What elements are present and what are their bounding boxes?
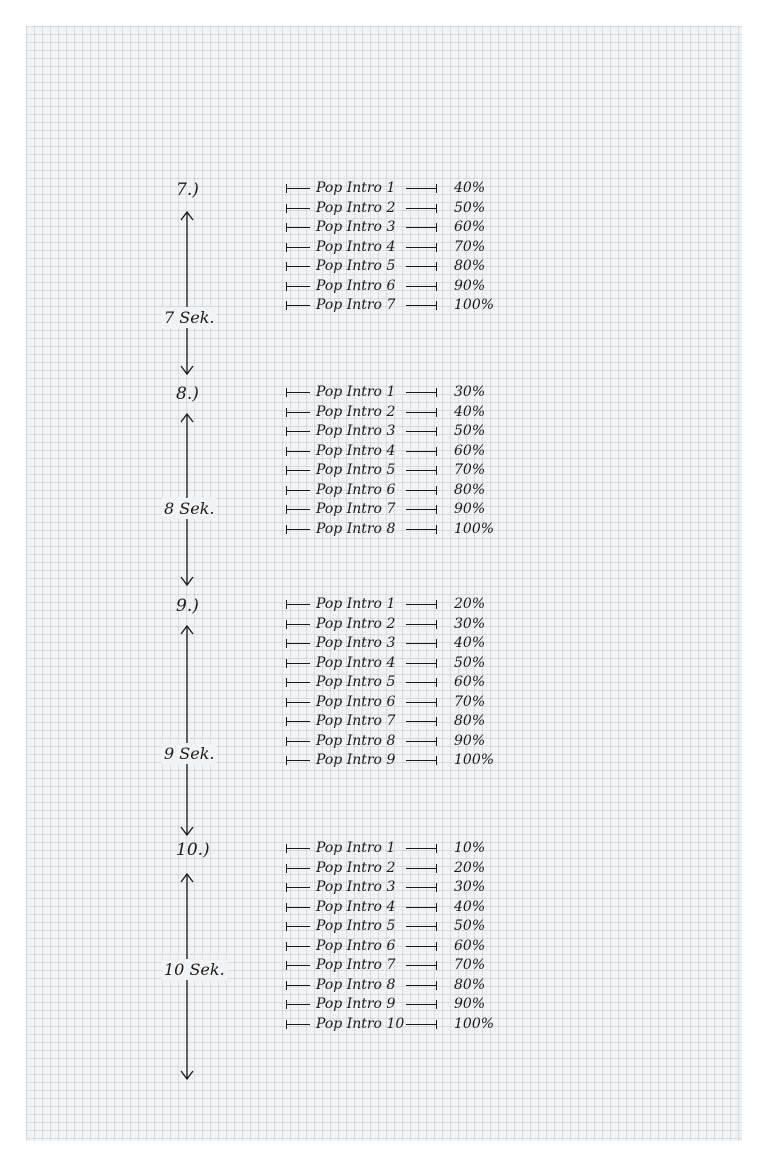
list-item: Pop Intro 7 70% — [286, 957, 526, 977]
list-item: Pop Intro 3 30% — [286, 879, 526, 899]
group-label: 7.) — [176, 180, 199, 200]
list-item: Pop Intro 4 60% — [286, 443, 526, 463]
list-item: Pop Intro 2 30% — [286, 616, 526, 636]
duration-arrow-icon — [177, 624, 197, 840]
list-item: Pop Intro 2 50% — [286, 200, 526, 220]
duration-label: 7 Sek. — [164, 308, 215, 327]
list-item: Pop Intro 4 70% — [286, 239, 526, 259]
duration-label: 8 Sek. — [164, 499, 215, 518]
list-item: Pop Intro 5 60% — [286, 674, 526, 694]
list-item: Pop Intro 6 90% — [286, 278, 526, 298]
list-item: Pop Intro 10 100% — [286, 1016, 526, 1036]
list-item: Pop Intro 1 30% — [286, 384, 526, 404]
duration-label: 10 Sek. — [164, 960, 225, 979]
list-item: Pop Intro 7 100% — [286, 297, 526, 317]
list-item: Pop Intro 4 50% — [286, 655, 526, 675]
list-item: Pop Intro 6 70% — [286, 694, 526, 714]
list-item: Pop Intro 3 50% — [286, 423, 526, 443]
list-item: Pop Intro 8 90% — [286, 733, 526, 753]
list-item: Pop Intro 1 20% — [286, 596, 526, 616]
list-item: Pop Intro 3 60% — [286, 219, 526, 239]
group-label: 8.) — [176, 384, 199, 404]
list-item: Pop Intro 3 40% — [286, 635, 526, 655]
list-item: Pop Intro 1 40% — [286, 180, 526, 200]
list-item: Pop Intro 2 40% — [286, 404, 526, 424]
list-item: Pop Intro 8 80% — [286, 977, 526, 997]
list-item: Pop Intro 9 90% — [286, 996, 526, 1016]
group-label: 9.) — [176, 596, 199, 616]
duration-label: 9 Sek. — [164, 744, 215, 763]
list-item: Pop Intro 1 10% — [286, 840, 526, 860]
list-item: Pop Intro 6 80% — [286, 482, 526, 502]
intro-list — [286, 180, 526, 317]
list-item: Pop Intro 7 90% — [286, 501, 526, 521]
list-item: Pop Intro 7 80% — [286, 713, 526, 733]
list-item: Pop Intro 5 80% — [286, 258, 526, 278]
list-item: Pop Intro 4 40% — [286, 899, 526, 919]
list-item: Pop Intro 5 70% — [286, 462, 526, 482]
intro-list — [286, 840, 526, 1035]
intro-list — [286, 596, 526, 772]
list-item: Pop Intro 6 60% — [286, 938, 526, 958]
intro-list — [286, 384, 526, 540]
list-item: Pop Intro 2 20% — [286, 860, 526, 880]
list-item: Pop Intro 8 100% — [286, 521, 526, 541]
list-item: Pop Intro 5 50% — [286, 918, 526, 938]
duration-arrow-icon — [177, 210, 197, 380]
group-label: 10.) — [176, 840, 210, 860]
list-item: Pop Intro 9 100% — [286, 752, 526, 772]
